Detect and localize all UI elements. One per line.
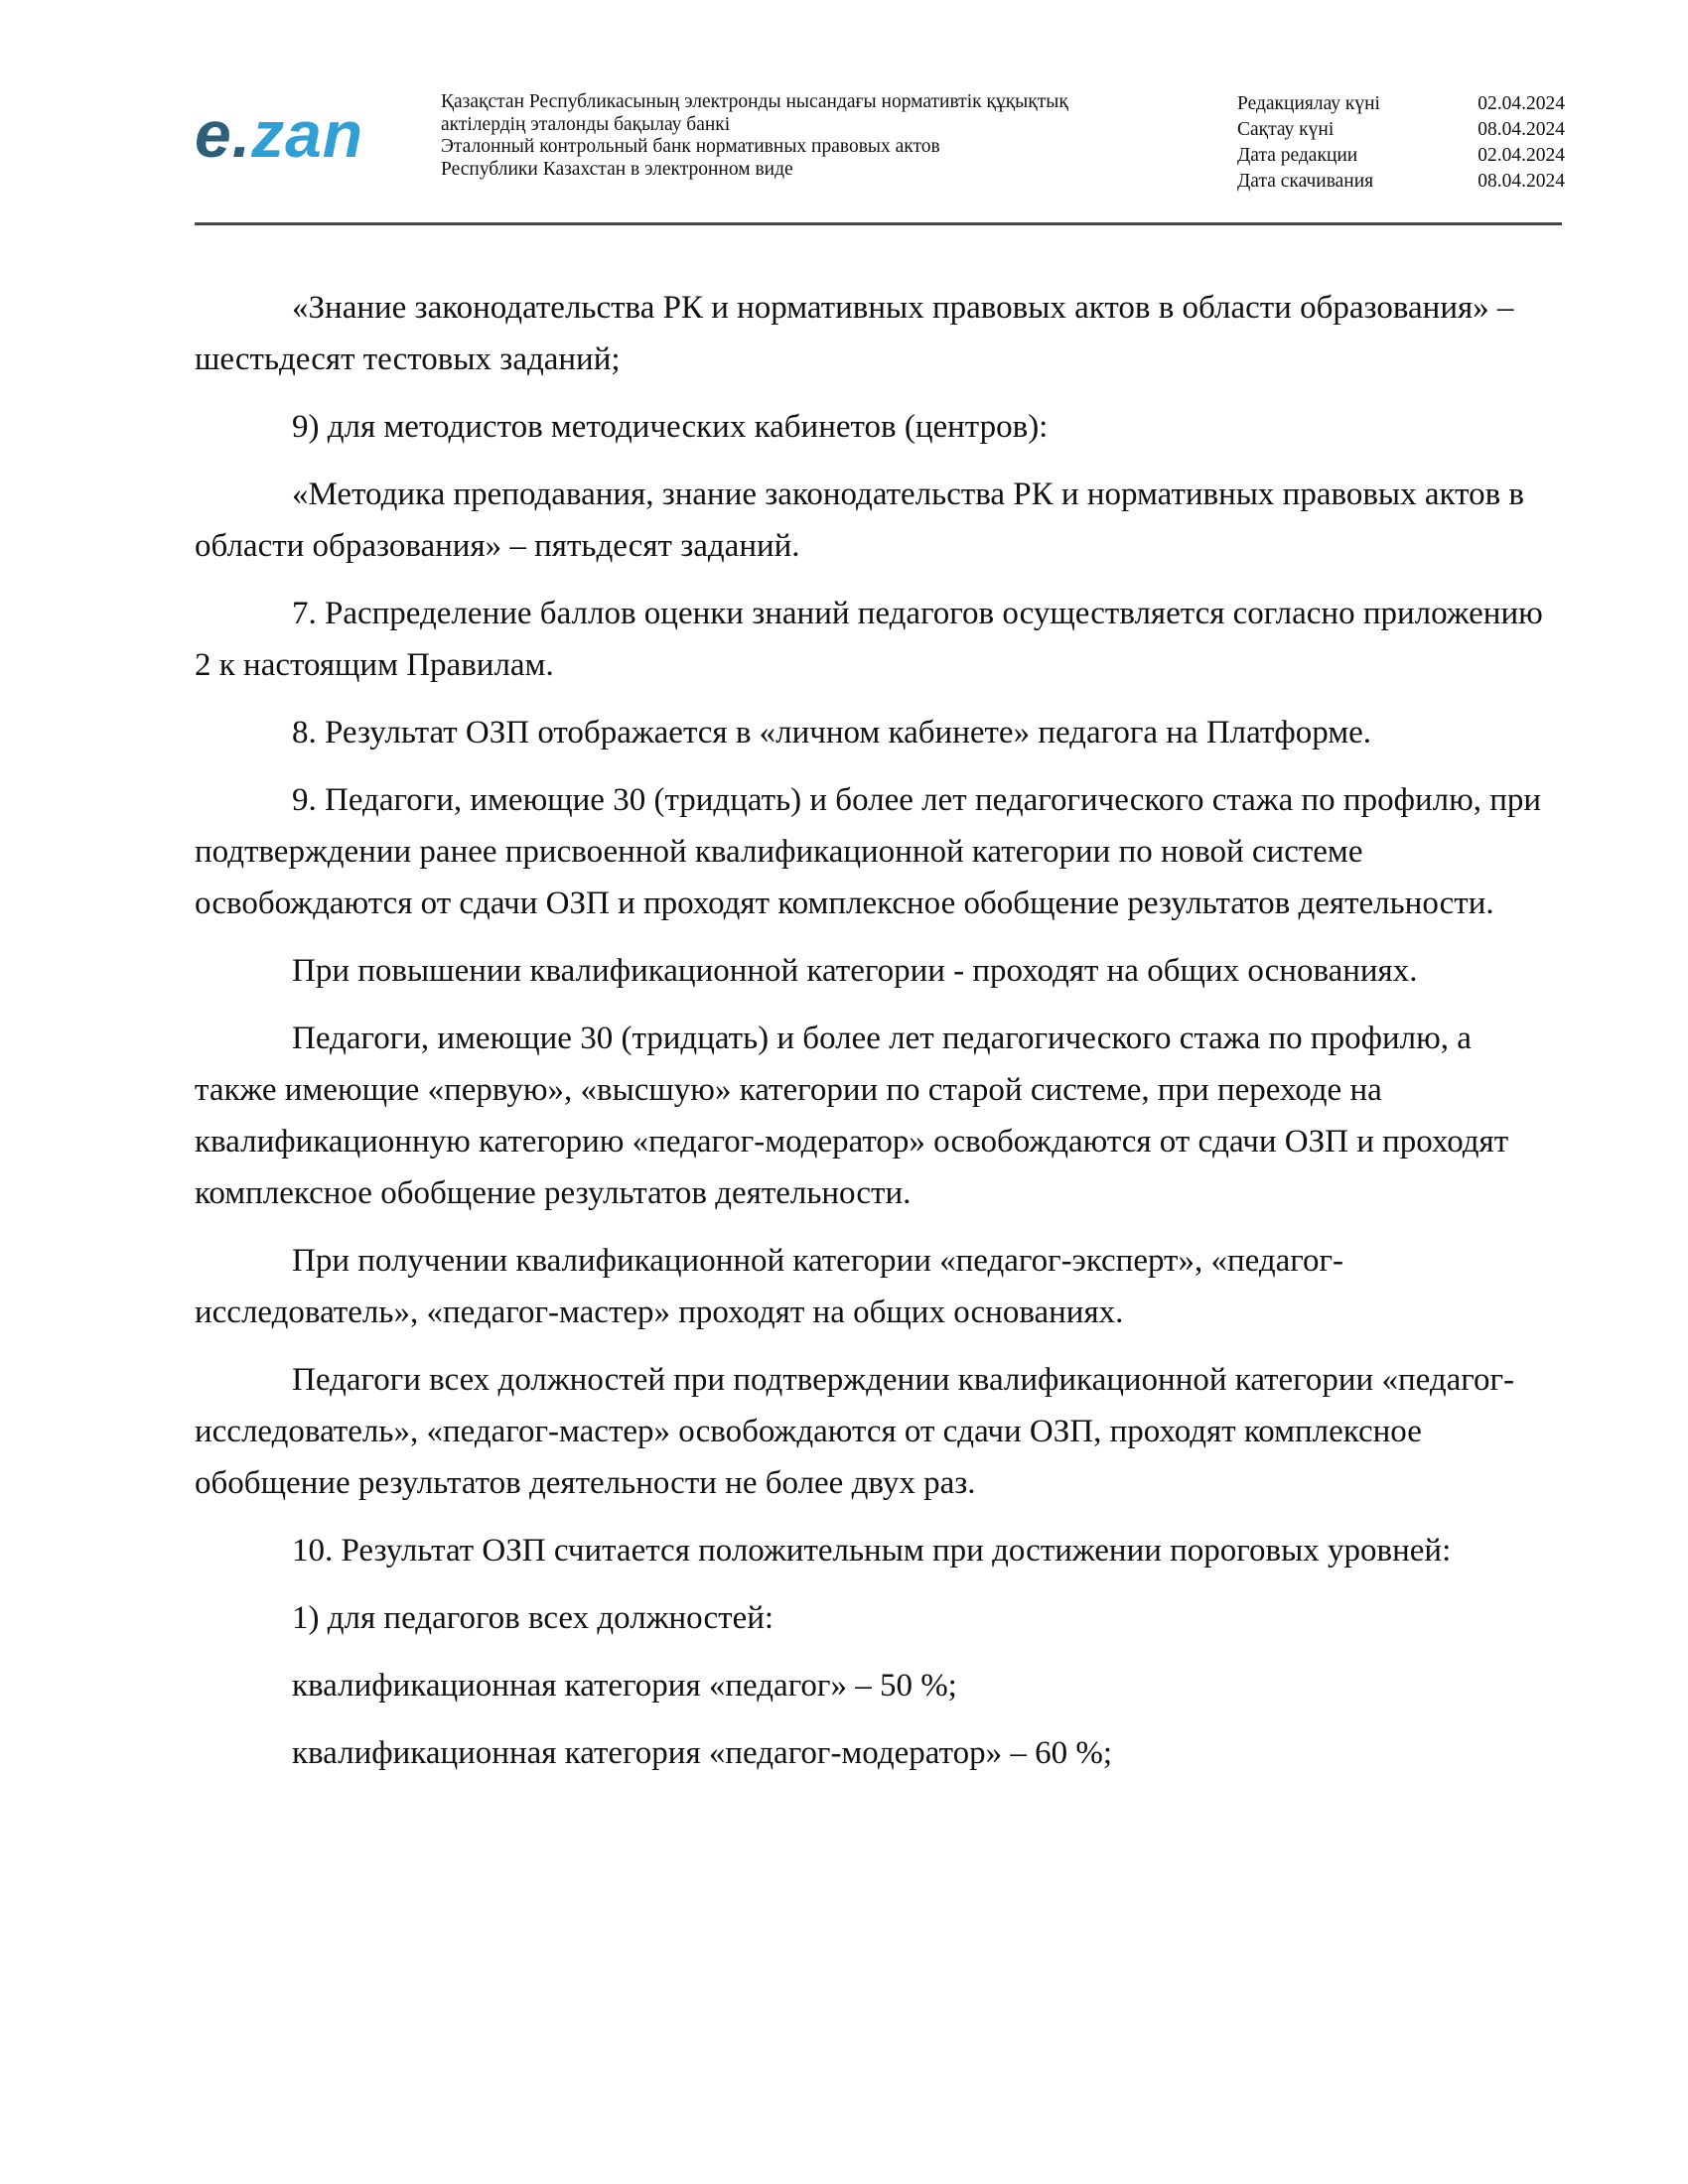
date-label: Редакциялау күні (1237, 93, 1380, 114)
body-paragraph: 9. Педагоги, имеющие 30 (тридцать) и более лет педагогического стажа по профилю, при подтверждении ранее присвоенной квалификационной категории по новой системе освобождаются от сдачи ОЗП и проходят комплексное обобщение результатов деятельности. (195, 782, 1542, 921)
body-paragraph: Педагоги, имеющие 30 (тридцать) и более лет педагогического стажа по профилю, а также имеющие «первую», «высшую» категории по старой системе, при переходе на квалификационную категорию «педагог-модератор» освобождаются от сдачи ОЗП и проходят комплексное обобщение результатов деятельности. (195, 1021, 1509, 1211)
body-paragraph: Педагоги всех должностей при подтверждении квалификационной категории «педагог-исследователь», «педагог-мастер» освобождаются от сдачи ОЗП, проходят комплексное обобщение результатов деятельности не более двух раз. (195, 1362, 1515, 1501)
dates-block (1237, 91, 1565, 195)
date-label: Сақтау күні (1237, 119, 1335, 140)
date-label: Дата редакции (1237, 145, 1358, 166)
header-divider (195, 222, 1562, 225)
date-label: Дата скачивания (1237, 171, 1374, 192)
document-body (195, 282, 1561, 1795)
logo-e: e (195, 97, 232, 171)
bank-title-line: Республики Казахстан в электронном виде (441, 158, 793, 180)
body-paragraph: «Методика преподавания, знание законодательства РК и нормативных правовых актов в области образования» – пятьдесят заданий. (195, 477, 1524, 564)
body-paragraph: 9) для методистов методических кабинетов (центров): (292, 409, 1049, 445)
body-paragraph: 1) для педагогов всех должностей: (292, 1600, 774, 1636)
date-value: 08.04.2024 (1477, 119, 1565, 140)
date-row-edit-kz (1237, 91, 1565, 117)
body-paragraph: 7. Распределение баллов оценки знаний педагогов осуществляется согласно приложению 2 к настоящим Правилам. (195, 596, 1543, 683)
bank-title-line: Қазақстан Республикасының электронды нысандағы нормативтік құқықтық (441, 91, 1068, 112)
logo-zan: zan (251, 97, 364, 171)
bank-title (441, 91, 1196, 181)
ezan-logo[interactable] (195, 97, 364, 171)
body-paragraph: «Знание законодательства РК и нормативных правовых актов в области образования» – шестьдесят тестовых заданий; (195, 290, 1514, 377)
date-value: 02.04.2024 (1477, 145, 1565, 166)
bank-title-line: актілердің эталонды бақылау банкі (441, 113, 731, 135)
bank-title-line: Эталонный контрольный банк нормативных правовых актов (441, 136, 940, 157)
date-row-edit-ru (1237, 143, 1565, 169)
body-paragraph: При повышении квалификационной категории - проходят на общих основаниях. (292, 953, 1418, 989)
body-paragraph: квалификационная категория «педагог-модератор» – 60 %; (292, 1735, 1112, 1771)
body-paragraph: При получении квалификационной категории «педагог-эксперт», «педагог-исследователь», «педагог-мастер» проходят на общих основаниях. (195, 1243, 1344, 1330)
date-value: 02.04.2024 (1477, 93, 1565, 114)
body-paragraph: квалификационная категория «педагог» – 50 %; (292, 1668, 957, 1704)
date-value: 08.04.2024 (1477, 171, 1565, 192)
document-header (195, 85, 1565, 224)
logo-dot: . (231, 97, 252, 171)
date-row-save-kz (1237, 117, 1565, 143)
date-row-download-ru (1237, 169, 1565, 195)
body-paragraph: 8. Результат ОЗП отображается в «личном кабинете» педагога на Платформе. (292, 715, 1372, 751)
body-paragraph: 10. Результат ОЗП считается положительным при достижении пороговых уровней: (292, 1533, 1452, 1569)
